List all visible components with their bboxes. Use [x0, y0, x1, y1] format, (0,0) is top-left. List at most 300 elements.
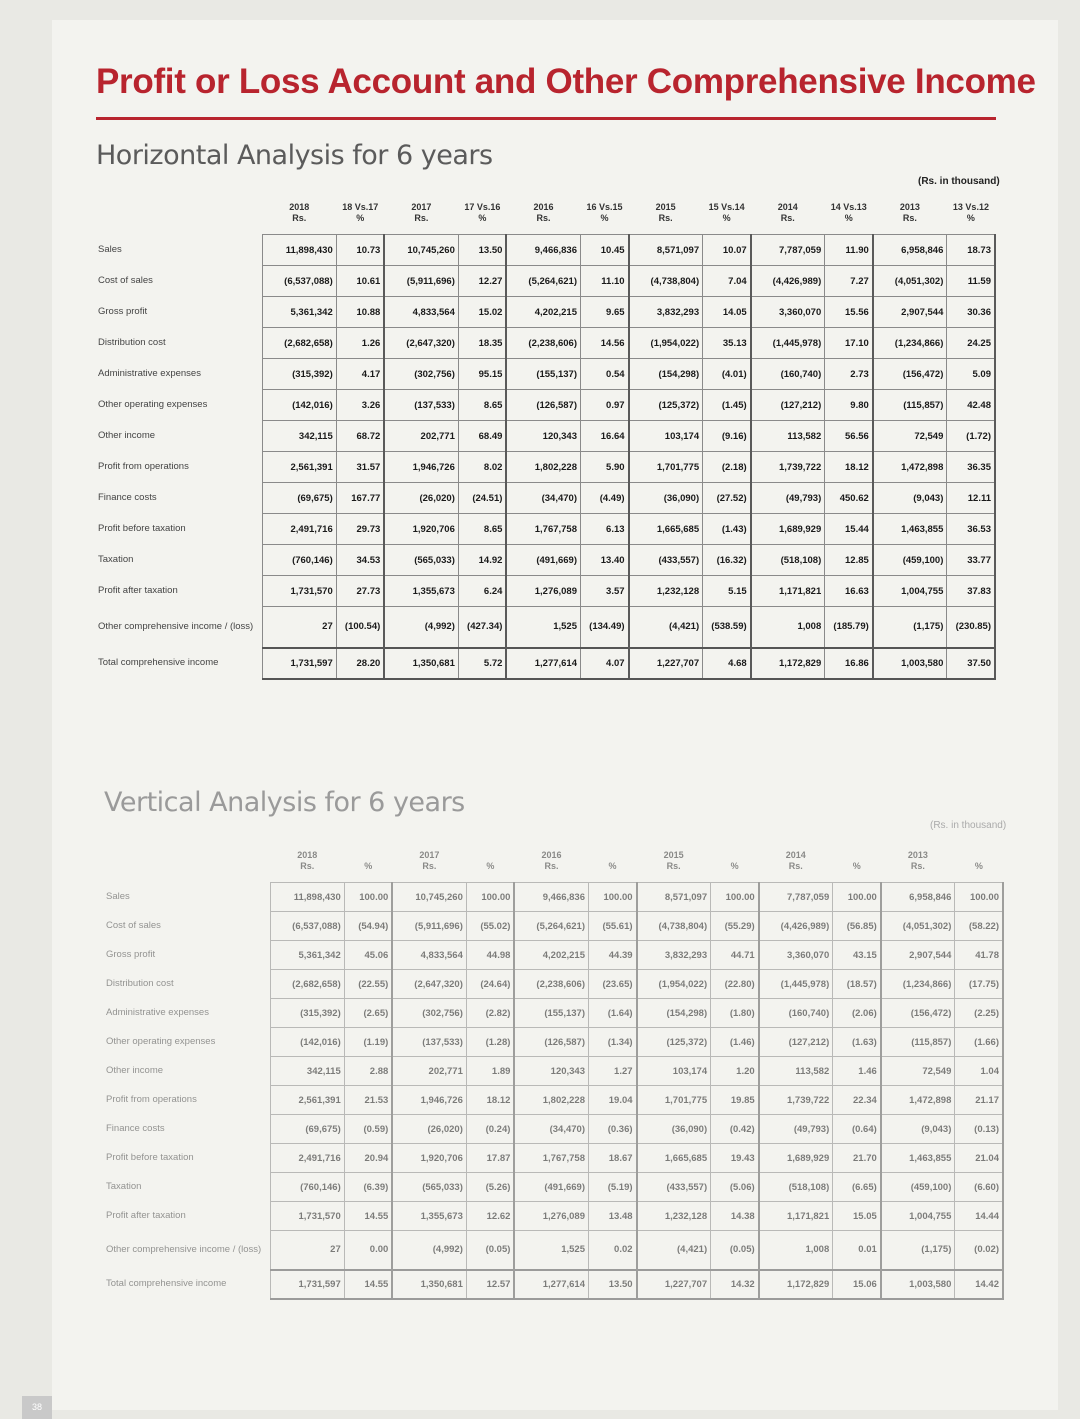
- amount-cell: (4,421): [637, 1231, 711, 1270]
- percent-cell: 19.04: [589, 1086, 637, 1115]
- percent-cell: 44.98: [466, 941, 514, 970]
- percent-cell: 12.85: [825, 545, 873, 576]
- percent-cell: 10.61: [336, 266, 384, 297]
- row-label: Gross profit: [106, 949, 156, 960]
- year-label: 2018: [289, 202, 310, 212]
- percent-cell: 17.87: [466, 1144, 514, 1173]
- row-label: Taxation: [98, 554, 134, 565]
- percent-cell: 29.73: [336, 514, 384, 545]
- amount-cell: (760,146): [262, 545, 336, 576]
- percent-cell: 1.89: [466, 1057, 514, 1086]
- amount-cell: 2,907,544: [881, 941, 955, 970]
- table-row: [104, 1202, 1003, 1231]
- percent-cell: 12.62: [466, 1202, 514, 1231]
- amount-cell: (518,108): [751, 545, 825, 576]
- row-label: Sales: [98, 244, 122, 255]
- percent-cell: (55.02): [466, 912, 514, 941]
- amount-cell: 1,731,597: [262, 648, 336, 679]
- amount-cell: (4,051,302): [873, 266, 947, 297]
- percent-cell: (0.24): [466, 1115, 514, 1144]
- amount-cell: (2,682,658): [262, 328, 336, 359]
- table-row: [104, 1270, 1003, 1299]
- amount-cell: 1,689,929: [751, 514, 825, 545]
- amount-cell: 8,571,097: [637, 883, 711, 912]
- unit-label: Rs.: [300, 861, 315, 871]
- row-label: Total comprehensive income: [98, 657, 219, 668]
- vertical-col-pct-2: [589, 838, 637, 872]
- amount-cell: (4,992): [392, 1231, 466, 1270]
- amount-cell: (2,238,606): [506, 328, 580, 359]
- unit-label: Rs.: [544, 861, 559, 871]
- horizontal-col-year-5: [873, 190, 947, 224]
- percent-cell: (22.80): [711, 970, 759, 999]
- amount-cell: (160,740): [751, 359, 825, 390]
- amount-cell: (142,016): [270, 1028, 344, 1057]
- percent-cell: 5.90: [581, 452, 629, 483]
- horizontal-col-year-3: [629, 190, 703, 224]
- percent-cell: (5.26): [466, 1173, 514, 1202]
- row-label: Other operating expenses: [106, 1036, 216, 1047]
- amount-cell: (1,954,022): [637, 970, 711, 999]
- percent-cell: (22.55): [344, 970, 392, 999]
- amount-cell: 1,946,726: [392, 1086, 466, 1115]
- percent-cell: 16.86: [825, 648, 873, 679]
- percent-cell: 19.85: [711, 1086, 759, 1115]
- amount-cell: (160,740): [759, 999, 833, 1028]
- amount-cell: (459,100): [881, 1173, 955, 1202]
- amount-cell: (9,043): [881, 1115, 955, 1144]
- table-row: [104, 1173, 1003, 1202]
- percent-cell: 14.05: [703, 297, 751, 328]
- percent-cell: 6.13: [581, 514, 629, 545]
- amount-cell: (1,445,978): [751, 328, 825, 359]
- row-label: Distribution cost: [98, 337, 166, 348]
- percent-cell: 15.56: [825, 297, 873, 328]
- percent-unit-label: %: [608, 861, 617, 871]
- table-row: [104, 1231, 1003, 1270]
- amount-cell: 1,472,898: [873, 452, 947, 483]
- amount-cell: (5,911,696): [384, 266, 458, 297]
- percent-cell: 10.73: [336, 235, 384, 266]
- amount-cell: 5,361,342: [262, 297, 336, 328]
- percent-cell: 14.55: [344, 1202, 392, 1231]
- percent-cell: (24.51): [458, 483, 506, 514]
- amount-cell: (491,669): [506, 545, 580, 576]
- table-row: [104, 941, 1003, 970]
- table-row: [104, 1057, 1003, 1086]
- amount-cell: 1,689,929: [759, 1144, 833, 1173]
- percent-cell: (24.64): [466, 970, 514, 999]
- row-label: Profit after taxation: [98, 585, 178, 596]
- change-label: 15 Vs.14: [708, 202, 745, 212]
- horizontal-col-pct-1: [458, 190, 506, 224]
- vertical-col-year-1: [392, 838, 466, 872]
- percent-cell: (55.61): [589, 912, 637, 941]
- amount-cell: (5,264,621): [506, 266, 580, 297]
- percent-cell: (0.36): [589, 1115, 637, 1144]
- percent-cell: (134.49): [581, 607, 629, 648]
- percent-cell: 1.46: [833, 1057, 881, 1086]
- amount-cell: 2,491,716: [270, 1144, 344, 1173]
- table-row: [104, 1144, 1003, 1173]
- amount-cell: 1,946,726: [384, 452, 458, 483]
- percent-cell: 450.62: [825, 483, 873, 514]
- amount-cell: 1,463,855: [881, 1144, 955, 1173]
- percent-cell: 100.00: [589, 883, 637, 912]
- percent-cell: 0.02: [589, 1231, 637, 1270]
- table-row: [96, 235, 995, 266]
- percent-cell: 15.02: [458, 297, 506, 328]
- percent-cell: (9.16): [703, 421, 751, 452]
- percent-unit-label: %: [966, 213, 975, 223]
- vertical-col-year-5: [881, 838, 955, 872]
- percent-cell: (5.06): [711, 1173, 759, 1202]
- percent-cell: (1.19): [344, 1028, 392, 1057]
- amount-cell: (125,372): [629, 390, 703, 421]
- percent-cell: 43.15: [833, 941, 881, 970]
- percent-unit-label: %: [852, 861, 861, 871]
- vertical-col-pct-0: [344, 838, 392, 872]
- percent-cell: (23.65): [589, 970, 637, 999]
- percent-cell: 3.57: [581, 576, 629, 607]
- amount-cell: 6,958,846: [881, 883, 955, 912]
- percent-cell: 28.20: [336, 648, 384, 679]
- year-label: 2014: [777, 202, 798, 212]
- amount-cell: 1,802,228: [506, 452, 580, 483]
- table-row: [104, 1028, 1003, 1057]
- table-row: [96, 576, 995, 607]
- percent-cell: 4.07: [581, 648, 629, 679]
- amount-cell: 4,833,564: [392, 941, 466, 970]
- percent-cell: (427.34): [458, 607, 506, 648]
- amount-cell: (156,472): [881, 999, 955, 1028]
- year-label: 2013: [907, 850, 928, 860]
- row-label: Gross profit: [98, 306, 148, 317]
- amount-cell: 103,174: [637, 1057, 711, 1086]
- table-row: [96, 514, 995, 545]
- vertical-col-pct-5: [955, 838, 1003, 872]
- amount-cell: 120,343: [514, 1057, 588, 1086]
- percent-cell: 12.57: [466, 1270, 514, 1299]
- percent-cell: 14.38: [711, 1202, 759, 1231]
- percent-cell: (5.19): [589, 1173, 637, 1202]
- table-row: [96, 328, 995, 359]
- table-row: [96, 266, 995, 297]
- percent-unit-label: %: [356, 213, 365, 223]
- amount-cell: 1,472,898: [881, 1086, 955, 1115]
- percent-cell: 13.40: [581, 545, 629, 576]
- table-row: [104, 883, 1003, 912]
- amount-cell: (433,557): [629, 545, 703, 576]
- percent-cell: (58.22): [955, 912, 1003, 941]
- amount-cell: 1,665,685: [637, 1144, 711, 1173]
- amount-cell: (26,020): [384, 483, 458, 514]
- horizontal-heading: Horizontal Analysis for 6 years: [96, 140, 493, 171]
- percent-cell: 14.32: [711, 1270, 759, 1299]
- amount-cell: (115,857): [873, 390, 947, 421]
- amount-cell: (34,470): [514, 1115, 588, 1144]
- horizontal-body: [96, 224, 995, 679]
- amount-cell: (4,992): [384, 607, 458, 648]
- vertical-body: [104, 872, 1003, 1299]
- percent-cell: (6.60): [955, 1173, 1003, 1202]
- percent-cell: 20.94: [344, 1144, 392, 1173]
- percent-cell: 0.54: [581, 359, 629, 390]
- amount-cell: 342,115: [262, 421, 336, 452]
- vertical-header-row: [104, 838, 1003, 872]
- percent-cell: 9.65: [581, 297, 629, 328]
- percent-cell: (0.05): [466, 1231, 514, 1270]
- amount-cell: 1,731,570: [262, 576, 336, 607]
- amount-cell: 7,787,059: [759, 883, 833, 912]
- percent-cell: 0.01: [833, 1231, 881, 1270]
- amount-cell: (115,857): [881, 1028, 955, 1057]
- change-label: 16 Vs.15: [586, 202, 623, 212]
- amount-cell: 1,171,821: [759, 1202, 833, 1231]
- unit-label: Rs.: [658, 213, 673, 223]
- amount-cell: 113,582: [751, 421, 825, 452]
- amount-cell: 1,767,758: [514, 1144, 588, 1173]
- amount-cell: 113,582: [759, 1057, 833, 1086]
- amount-cell: (760,146): [270, 1173, 344, 1202]
- amount-cell: 4,202,215: [514, 941, 588, 970]
- amount-cell: 1,731,570: [270, 1202, 344, 1231]
- change-label: 14 Vs.13: [830, 202, 867, 212]
- amount-cell: 2,907,544: [873, 297, 947, 328]
- amount-cell: 1,227,707: [629, 648, 703, 679]
- percent-cell: 35.13: [703, 328, 751, 359]
- percent-cell: 44.39: [589, 941, 637, 970]
- percent-cell: 8.65: [458, 390, 506, 421]
- percent-cell: 68.72: [336, 421, 384, 452]
- percent-cell: (0.05): [711, 1231, 759, 1270]
- row-label: Finance costs: [98, 492, 157, 503]
- percent-cell: (1.34): [589, 1028, 637, 1057]
- amount-cell: (26,020): [392, 1115, 466, 1144]
- amount-cell: (126,587): [514, 1028, 588, 1057]
- percent-cell: 9.80: [825, 390, 873, 421]
- page-title: Profit or Loss Account and Other Comprehensive Income: [96, 62, 1036, 101]
- percent-cell: (1.63): [833, 1028, 881, 1057]
- percent-cell: (0.42): [711, 1115, 759, 1144]
- amount-cell: 27: [270, 1231, 344, 1270]
- amount-cell: 1,004,755: [873, 576, 947, 607]
- amount-cell: (49,793): [759, 1115, 833, 1144]
- amount-cell: (155,137): [506, 359, 580, 390]
- percent-cell: (1.28): [466, 1028, 514, 1057]
- amount-cell: (459,100): [873, 545, 947, 576]
- amount-cell: (1,234,866): [873, 328, 947, 359]
- percent-cell: 18.12: [825, 452, 873, 483]
- percent-cell: (4.01): [703, 359, 751, 390]
- percent-cell: 15.05: [833, 1202, 881, 1231]
- row-label: Profit from operations: [106, 1094, 197, 1105]
- percent-cell: 21.04: [955, 1144, 1003, 1173]
- percent-cell: (1.43): [703, 514, 751, 545]
- amount-cell: (69,675): [262, 483, 336, 514]
- unit-label: Rs.: [910, 861, 925, 871]
- percent-cell: 4.68: [703, 648, 751, 679]
- amount-cell: 72,549: [873, 421, 947, 452]
- percent-cell: 10.07: [703, 235, 751, 266]
- amount-cell: (127,212): [759, 1028, 833, 1057]
- amount-cell: (154,298): [637, 999, 711, 1028]
- row-label: Finance costs: [106, 1123, 165, 1134]
- change-label: 17 Vs.16: [464, 202, 501, 212]
- percent-cell: 18.73: [947, 235, 995, 266]
- header-blank: [96, 190, 262, 224]
- percent-cell: 8.65: [458, 514, 506, 545]
- percent-cell: 100.00: [344, 883, 392, 912]
- header-blank: [104, 838, 270, 872]
- year-label: 2015: [663, 850, 684, 860]
- percent-cell: (538.59): [703, 607, 751, 648]
- percent-cell: 37.50: [947, 648, 995, 679]
- percent-cell: 36.35: [947, 452, 995, 483]
- percent-cell: 7.27: [825, 266, 873, 297]
- amount-cell: 9,466,836: [514, 883, 588, 912]
- amount-cell: 4,202,215: [506, 297, 580, 328]
- percent-cell: 0.00: [344, 1231, 392, 1270]
- unit-label: Rs.: [666, 861, 681, 871]
- amount-cell: (565,033): [384, 545, 458, 576]
- amount-cell: 1,802,228: [514, 1086, 588, 1115]
- amount-cell: (154,298): [629, 359, 703, 390]
- percent-cell: 100.00: [833, 883, 881, 912]
- percent-cell: (17.75): [955, 970, 1003, 999]
- percent-cell: (1.72): [947, 421, 995, 452]
- percent-cell: 5.09: [947, 359, 995, 390]
- amount-cell: 1,008: [759, 1231, 833, 1270]
- percent-cell: (1.46): [711, 1028, 759, 1057]
- page-number: 38: [22, 1396, 52, 1419]
- amount-cell: 1,731,597: [270, 1270, 344, 1299]
- vertical-analysis-table: [104, 838, 1004, 1300]
- horizontal-analysis-table: [96, 190, 996, 680]
- amount-cell: (2,647,320): [384, 328, 458, 359]
- percent-cell: 14.55: [344, 1270, 392, 1299]
- amount-cell: (2,682,658): [270, 970, 344, 999]
- amount-cell: (5,264,621): [514, 912, 588, 941]
- amount-cell: (2,647,320): [392, 970, 466, 999]
- amount-cell: (1,445,978): [759, 970, 833, 999]
- percent-cell: 36.53: [947, 514, 995, 545]
- percent-cell: 1.26: [336, 328, 384, 359]
- amount-cell: 202,771: [392, 1057, 466, 1086]
- percent-cell: 6.24: [458, 576, 506, 607]
- amount-cell: 27: [262, 607, 336, 648]
- amount-cell: (137,533): [392, 1028, 466, 1057]
- amount-cell: (4,738,804): [629, 266, 703, 297]
- table-row: [104, 970, 1003, 999]
- amount-cell: 1,355,673: [392, 1202, 466, 1231]
- percent-cell: (1.64): [589, 999, 637, 1028]
- row-label: Sales: [106, 891, 130, 902]
- percent-cell: (2.06): [833, 999, 881, 1028]
- amount-cell: (6,537,088): [270, 912, 344, 941]
- unit-label: Rs.: [536, 213, 551, 223]
- horizontal-col-year-2: [506, 190, 580, 224]
- amount-cell: 4,833,564: [384, 297, 458, 328]
- vertical-col-year-0: [270, 838, 344, 872]
- amount-cell: 1,171,821: [751, 576, 825, 607]
- amount-cell: (1,954,022): [629, 328, 703, 359]
- unit-label: Rs.: [780, 213, 795, 223]
- percent-cell: 15.06: [833, 1270, 881, 1299]
- amount-cell: (565,033): [392, 1173, 466, 1202]
- unit-label: Rs.: [788, 861, 803, 871]
- percent-cell: 0.97: [581, 390, 629, 421]
- amount-cell: 1,350,681: [384, 648, 458, 679]
- percent-cell: (185.79): [825, 607, 873, 648]
- amount-cell: 1,463,855: [873, 514, 947, 545]
- percent-cell: 12.27: [458, 266, 506, 297]
- percent-cell: (18.57): [833, 970, 881, 999]
- vertical-col-pct-1: [466, 838, 514, 872]
- amount-cell: (1,175): [873, 607, 947, 648]
- table-row: [96, 390, 995, 421]
- change-label: 18 Vs.17: [342, 202, 379, 212]
- table-row: [104, 1115, 1003, 1144]
- year-label: 2016: [533, 202, 554, 212]
- percent-cell: 3.26: [336, 390, 384, 421]
- amount-cell: (34,470): [506, 483, 580, 514]
- table-row: [96, 483, 995, 514]
- amount-cell: 1,003,580: [873, 648, 947, 679]
- spacer-row: [96, 224, 995, 235]
- year-label: 2017: [419, 850, 440, 860]
- percent-unit-label: %: [974, 861, 983, 871]
- year-label: 2018: [297, 850, 318, 860]
- amount-cell: 1,008: [751, 607, 825, 648]
- amount-cell: (2,238,606): [514, 970, 588, 999]
- percent-cell: (4.49): [581, 483, 629, 514]
- vertical-col-year-3: [637, 838, 711, 872]
- percent-cell: (55.29): [711, 912, 759, 941]
- amount-cell: 120,343: [506, 421, 580, 452]
- percent-cell: 21.17: [955, 1086, 1003, 1115]
- percent-cell: 10.45: [581, 235, 629, 266]
- amount-cell: (126,587): [506, 390, 580, 421]
- percent-cell: 14.44: [955, 1202, 1003, 1231]
- amount-cell: (315,392): [270, 999, 344, 1028]
- row-label: Administrative expenses: [98, 368, 201, 379]
- amount-cell: 10,745,260: [384, 235, 458, 266]
- percent-cell: 41.78: [955, 941, 1003, 970]
- amount-cell: (142,016): [262, 390, 336, 421]
- percent-cell: (27.52): [703, 483, 751, 514]
- horizontal-col-pct-5: [947, 190, 995, 224]
- row-label: Cost of sales: [106, 920, 161, 931]
- percent-cell: 18.12: [466, 1086, 514, 1115]
- amount-cell: (1,175): [881, 1231, 955, 1270]
- percent-cell: 13.50: [458, 235, 506, 266]
- year-label: 2013: [899, 202, 920, 212]
- percent-cell: 37.83: [947, 576, 995, 607]
- vertical-col-year-4: [759, 838, 833, 872]
- amount-cell: (4,051,302): [881, 912, 955, 941]
- amount-cell: (137,533): [384, 390, 458, 421]
- amount-cell: (49,793): [751, 483, 825, 514]
- percent-cell: 11.59: [947, 266, 995, 297]
- percent-cell: (1.80): [711, 999, 759, 1028]
- percent-cell: (230.85): [947, 607, 995, 648]
- percent-cell: 100.00: [955, 883, 1003, 912]
- row-label: Profit before taxation: [106, 1152, 194, 1163]
- percent-cell: 13.48: [589, 1202, 637, 1231]
- row-label: Other income: [98, 430, 156, 441]
- amount-cell: 1,920,706: [384, 514, 458, 545]
